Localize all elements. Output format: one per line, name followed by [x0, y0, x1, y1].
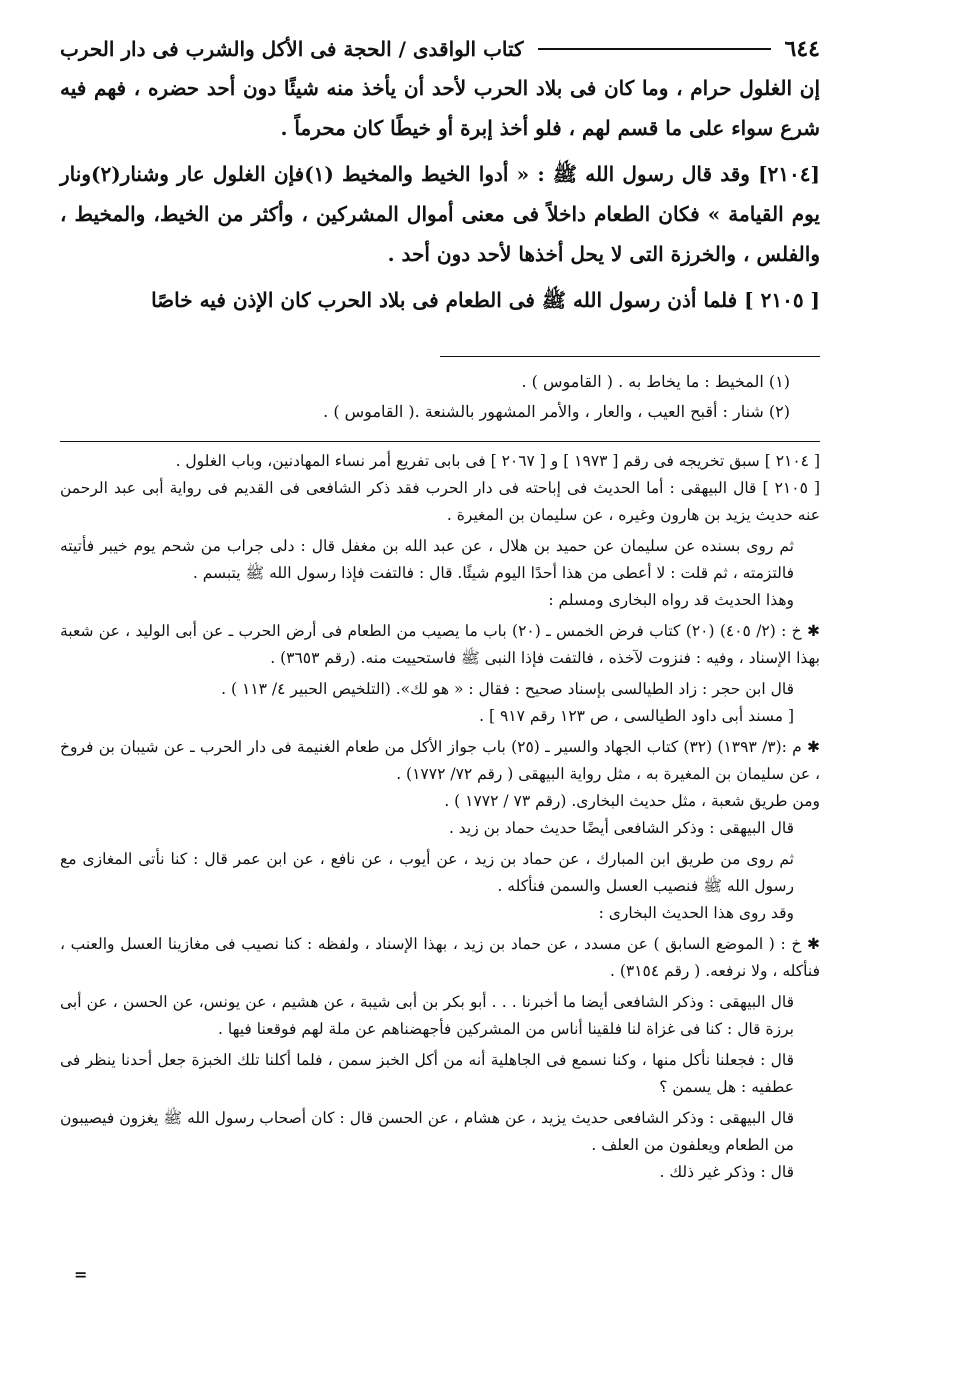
- commentary-paragraph: وقد روى هذا الحديث البخارى :: [598, 904, 794, 922]
- commentary: [60, 448, 820, 1186]
- end-mark: =: [74, 1265, 88, 1284]
- commentary-paragraph: ✱ خ : ( الموضع السابق ) عن مسدد ، عن حماد بن زيد ، بهذا الإسناد ، ولفظه : كنا نصيب فى مغازينا العسل والعنب ، فنأكله ، ولا نرفعه. ( رقم ٣١٥٤) .: [60, 935, 820, 980]
- commentary-paragraph: قال : فجعلنا نأكل منها ، وكنا نسمع فى الجاهلية أنه من أكل الخبز سمن ، فلما أكلنا تلك الخبزة جعل أحدنا ينظر فى عطفيه : هل يسمن ؟: [60, 1051, 794, 1096]
- commentary-rule: [60, 441, 820, 442]
- main-paragraph: [٢١٠٤] وقد قال رسول الله ﷺ : « أدوا الخيط والمخيط (١)فإن الغلول عار وشنار(٢)ونار يوم القيامة » فكان الطعام داخلاً فى معنى أموال المشركين ، وأكثر من الخيط، والمخيط ، والفلس ، والخرزة التى لا يحل أخذها لأحد دون أحد .: [60, 162, 820, 266]
- commentary-paragraph: قال البيهقى : وذكر الشافعى أيضًا حديث حماد بن زيد .: [448, 819, 794, 837]
- page-number: ٦٤٤: [784, 36, 820, 62]
- commentary-paragraph: [ مسند أبى داود الطيالسى ، ص ١٢٣ رقم ٩١٧ ] .: [479, 707, 794, 725]
- commentary-paragraph: ✱ خ : (٢/ ٤٠٥) (٢٠) كتاب فرض الخمس ـ (٢٠) باب ما يصيب من الطعام فى أرض الحرب ـ عن أبى الوليد ، عن شعبة بهذا الإسناد ، وفيه : فنزوت لآخذه ، فالتفت فإذا النبى ﷺ فاستحييت منه. (رقم ٣٦٥٣) .: [60, 622, 820, 667]
- commentary-paragraph: قال : وذكر غير ذلك .: [659, 1163, 794, 1181]
- running-title: كتاب الواقدى / الحجة فى الأكل والشرب فى دار الحرب: [60, 37, 524, 61]
- footnote-rule: [440, 356, 820, 357]
- footnote: (١) المخيط : ما يخاط به . ( القاموس ) .: [521, 372, 790, 391]
- main-paragraph: إن الغلول حرام ، وما كان فى بلاد الحرب لأحد أن يأخذ منه شيئًا دون أحد حضره ، فهم فيه شرع سواء على ما قسم لهم ، فلو أخذ إبرة أو خيطًا كان محرماً .: [60, 76, 820, 140]
- main-paragraph: [ ٢١٠٥ ] فلما أذن رسول الله ﷺ فى الطعام فى بلاد الحرب كان الإذن فيه خاصًا: [151, 288, 820, 312]
- commentary-paragraph: ثم روى بسنده عن سليمان عن حميد بن هلال ، عن عبد الله بن مغفل قال : دلى جراب من شحم يوم خيبر فأتيته فالتزمته ، ثم قلت : لا أعطى من هذا أحدًا اليوم شيئًا. قال : فالتفت فإذا رسول الله ﷺ يتبسم .: [60, 537, 794, 582]
- book-page: [60, 30, 820, 1350]
- commentary-paragraph: ✱ م :(٣/ ١٣٩٣) (٣٢) كتاب الجهاد والسير ـ (٢٥) باب جواز الأكل من طعام الغنيمة فى دار الحرب ـ عن شيبان بن فروخ ، عن سليمان بن المغيرة به ، مثل رواية البيهقى ( رقم ٧٢/ ١٧٧٢) .: [60, 738, 820, 783]
- footnote: (٢) شنار : أقبح العيب ، والعار ، والأمر المشهور بالشنعة .( القاموس ) .: [323, 402, 790, 421]
- running-header: [60, 30, 820, 68]
- commentary-paragraph: [ ٢١٠٥ ] قال البيهقى : أما الحديث فى إباحته فى دار الحرب فقد ذكر الشافعى فى القديم فى رواية أبى عبد الرحمن عنه حديث يزيد بن هارون وغيره ، عن سليمان بن المغيرة .: [60, 479, 820, 524]
- commentary-paragraph: قال ابن حجر : زاد الطيالسى بإسناد صحيح : فقال : « هو لك». (التلخيص الحبير ٤/ ١١٣ ) .: [221, 680, 794, 698]
- commentary-paragraph: قال البيهقى : وذكر الشافعى حديث يزيد ، عن هشام ، عن الحسن قال : كان أصحاب رسول الله ﷺ يغزون فيصيبون من الطعام ويعلفون من العلف .: [60, 1109, 794, 1154]
- commentary-paragraph: ومن طريق شعبة ، مثل حديث البخارى. (رقم ٧٣ / ١٧٧٢ ) .: [444, 792, 820, 810]
- commentary-paragraph: [ ٢١٠٤ ] سبق تخريجه فى رقم [ ١٩٧٣ ] و [ ٢٠٦٧ ] فى بابى تفريع أمر نساء المهادنين، وباب الغلول .: [175, 452, 820, 470]
- commentary-paragraph: قال البيهقى : وذكر الشافعى أيضا ما أخبرنا . . . أبو بكر بن أبى شيبة ، عن هشيم ، عن يونس، عن الحسن ، عن أبى برزة قال : كنا فى غزاة لنا فلقينا أناس من المشركين فأجهضناهم عن ملة لهم فوقعنا فيها .: [60, 993, 794, 1038]
- commentary-paragraph: ثم روى من طريق ابن المبارك ، عن حماد بن زيد ، عن أيوب ، عن نافع ، عن ابن عمر قال : كنا نأتى المغازى مع رسول الله ﷺ فنصيب العسل والسمن فنأكله .: [60, 850, 795, 895]
- footnotes: [60, 367, 820, 427]
- commentary-paragraph: وهذا الحديث قد رواه البخارى ومسلم :: [548, 591, 794, 609]
- header-rule: [538, 48, 771, 50]
- main-text: [60, 68, 820, 320]
